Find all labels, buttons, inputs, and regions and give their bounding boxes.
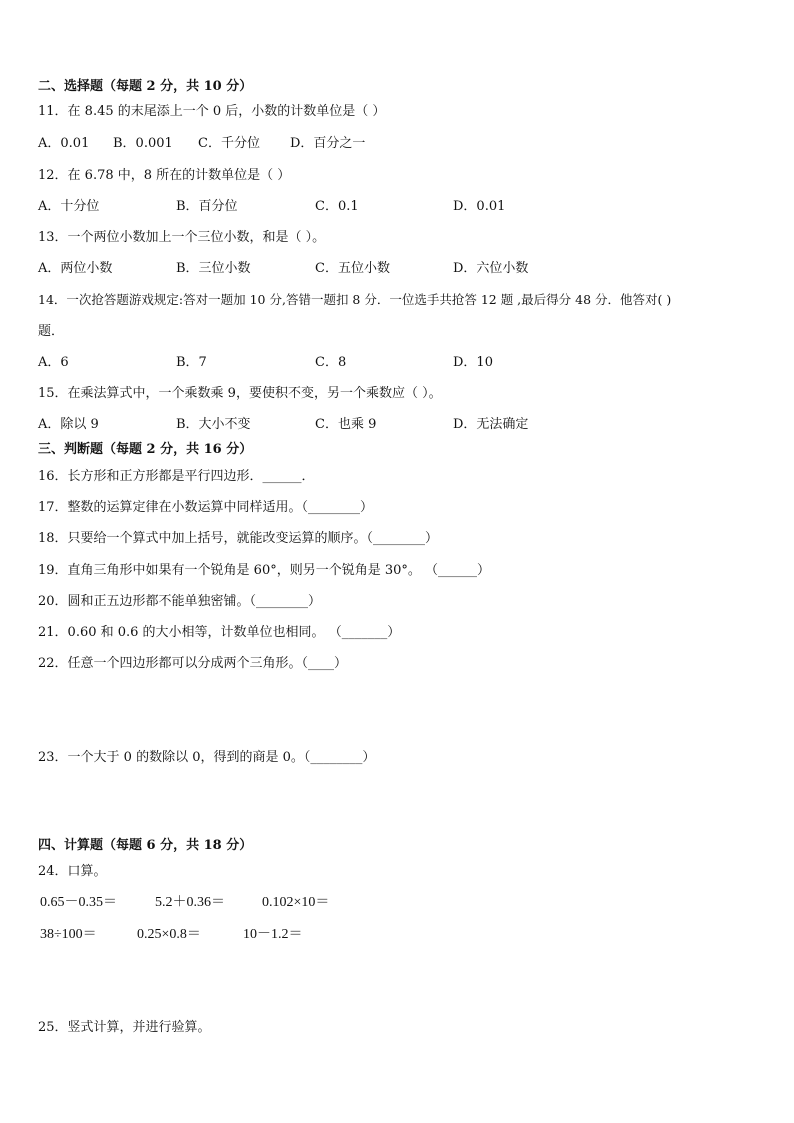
mental-calc-2: 5.2＋0.36＝ xyxy=(155,895,225,910)
q13-option-c: C．五位小数 xyxy=(315,261,390,276)
judge-question-22: 22．任意一个四边形都可以分成两个三角形。（____） xyxy=(38,656,348,671)
q11-option-c: C．千分位 xyxy=(198,136,260,151)
judge-question-16: 16．长方形和正方形都是平行四边形．______． xyxy=(38,469,315,484)
section-2-heading: 二、选择题（每题 2 分，共 10 分） xyxy=(38,79,253,94)
mental-calc-4: 38÷100＝ xyxy=(40,927,97,942)
q11-option-d: D．百分之一 xyxy=(290,136,366,151)
q14-option-a: A．6 xyxy=(38,355,69,370)
q14-option-b: B．7 xyxy=(176,355,207,370)
q12-option-a: A．十分位 xyxy=(38,199,100,214)
q13-option-b: B．三位小数 xyxy=(176,261,251,276)
q12-option-c: C．0.1 xyxy=(315,199,359,214)
section-4-heading: 四、计算题（每题 6 分，共 18 分） xyxy=(38,838,253,853)
q13-option-a: A．两位小数 xyxy=(38,261,113,276)
mental-calc-5: 0.25×0.8＝ xyxy=(137,927,201,942)
q11-option-a: A．0.01 xyxy=(38,136,90,151)
q14-option-c: C．8 xyxy=(315,355,347,370)
q15-option-d: D．无法确定 xyxy=(453,417,529,432)
q14-option-d: D．10 xyxy=(453,355,493,370)
judge-question-21: 21．0.60 和 0.6 的大小相等，计数单位也相同。 （_______） xyxy=(38,625,401,640)
q12-option-b: B．百分位 xyxy=(176,199,238,214)
judge-question-23: 23．一个大于 0 的数除以 0，得到的商是 0。（________） xyxy=(38,750,376,765)
q15-option-a: A．除以 9 xyxy=(38,417,99,432)
question-14: 14．一次抢答题游戏规定:答对一题加 10 分,答错一题扣 8 分．一位选手共抢答 12 题 ,最后得分 48 分．他答对( ) xyxy=(38,292,672,307)
q12-option-d: D．0.01 xyxy=(453,199,506,214)
section-3-heading: 三、判断题（每题 2 分，共 16 分） xyxy=(38,442,253,457)
question-14-continued: 题． xyxy=(38,324,65,339)
mental-calc-6: 10－1.2＝ xyxy=(243,927,303,942)
mental-calc-3: 0.102×10＝ xyxy=(262,895,330,910)
q13-option-d: D．六位小数 xyxy=(453,261,529,276)
q11-option-b: B．0.001 xyxy=(113,136,173,151)
mental-calc-1: 0.65－0.35＝ xyxy=(40,895,117,910)
judge-question-17: 17．整数的运算定律在小数运算中同样适用。（________） xyxy=(38,500,374,515)
question-15: 15．在乘法算式中，一个乘数乘 9，要使积不变，另一个乘数应（ ）。 xyxy=(38,386,442,401)
question-24-title: 24．口算。 xyxy=(38,864,107,879)
question-11: 11．在 8.45 的末尾添上一个 0 后，小数的计数单位是（ ） xyxy=(38,104,386,119)
q15-option-b: B．大小不变 xyxy=(176,417,251,432)
judge-question-18: 18．只要给一个算式中加上括号，就能改变运算的顺序。（________） xyxy=(38,531,439,546)
question-25-title: 25．竖式计算，并进行验算。 xyxy=(38,1020,211,1035)
question-13: 13．一个两位小数加上一个三位小数，和是（ ）。 xyxy=(38,230,326,245)
judge-question-19: 19．直角三角形中如果有一个锐角是 60°，则另一个锐角是 30°。 （______） xyxy=(38,563,491,578)
q15-option-c: C．也乘 9 xyxy=(315,417,377,432)
judge-question-20: 20．圆和正五边形都不能单独密铺。（________） xyxy=(38,594,322,609)
question-12: 12．在 6.78 中，8 所在的计数单位是（ ） xyxy=(38,168,291,183)
